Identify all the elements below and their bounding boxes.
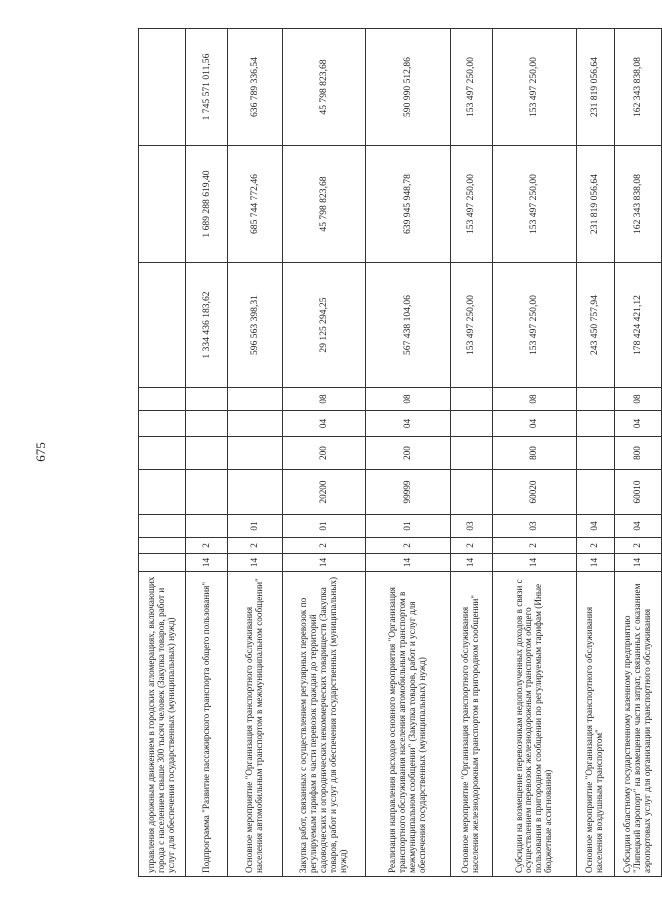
- code-event: 01: [282, 515, 365, 538]
- row-name: Реализация направления расходов основного мероприятия "Организация транспортного обслуживания населения автомобильным транспортом в межмуниципальном сообщении" (Закупка товаров, работ и услуг для обеспечения государственных (муниципальных) нужд): [365, 572, 450, 877]
- row-name: Субсидии на возмещение перевозчикам недополученных доходов в связи с осуществлением перевозок железнодорожным транспортом общего пользования в пригородном сообщении по регулируемым тарифам (Иные бюджетные ассигнования): [492, 572, 576, 877]
- amount-year-2: 1 689 288 619,40: [186, 146, 228, 263]
- table-row: [450, 29, 492, 877]
- code-subsection: 08: [282, 388, 365, 411]
- amount-year-3: 231 819 056,64: [576, 29, 614, 146]
- amount-year-3: 153 497 250,00: [450, 29, 492, 146]
- code-subsection: 08: [492, 388, 576, 411]
- amount-year-2: 162 343 838,08: [614, 146, 661, 263]
- code-subsection: [228, 388, 283, 411]
- table-row: [492, 29, 576, 877]
- table-row: [614, 29, 661, 877]
- row-name: Закупка работ, связанных с осуществлением регулярных перевозок по регулируемым тарифам в части перевозок граждан до территорий садоводческих и огороднических некоммерческих товариществ (Закупка товаров, работ и услуг для обеспечения государственных (муниципальных) нужд): [282, 572, 365, 877]
- code-event: [139, 515, 186, 538]
- row-name: Основное мероприятие "Организация транспортного обслуживания населения воздушным транспортом": [576, 572, 614, 877]
- amount-year-1: 243 450 757,94: [576, 263, 614, 388]
- table-row: [576, 29, 614, 877]
- row-name: Субсидии областному государственному казенному предприятию "Липецкий аэропорт" на возмещение части затрат, связанных с оказанием аэропортовых услуг для организации транспортного обслуживания: [614, 572, 661, 877]
- budget-table-rotated: [138, 29, 662, 877]
- amount-year-2: [139, 146, 186, 263]
- code-expense-type: [576, 437, 614, 470]
- row-name: Основное мероприятие "Организация транспортного обслуживания населения автомобильным транспортом в межмуниципальном сообщении": [228, 572, 283, 877]
- code-direction: 20200: [282, 470, 365, 515]
- code-expense-type: [450, 437, 492, 470]
- code-expense-type: 800: [492, 437, 576, 470]
- amount-year-1: 596 563 398,31: [228, 263, 283, 388]
- amount-year-2: 685 744 772,46: [228, 146, 283, 263]
- code-program: [139, 554, 186, 572]
- code-section: [450, 411, 492, 437]
- amount-year-3: 45 798 823,68: [282, 29, 365, 146]
- code-section: 04: [492, 411, 576, 437]
- code-direction: [450, 470, 492, 515]
- code-program: 14: [186, 554, 228, 572]
- amount-year-3: 162 343 838,08: [614, 29, 661, 146]
- code-subprogram: 2: [228, 538, 283, 554]
- amount-year-3: 1 745 571 011,56: [186, 29, 228, 146]
- code-direction: [228, 470, 283, 515]
- code-subsection: [186, 388, 228, 411]
- amount-year-1: 178 424 421,12: [614, 263, 661, 388]
- amount-year-1: 1 334 436 183,62: [186, 263, 228, 388]
- code-subprogram: 2: [614, 538, 661, 554]
- code-subsection: [576, 388, 614, 411]
- table-row: [365, 29, 450, 877]
- table-row: [228, 29, 283, 877]
- code-event: 01: [228, 515, 283, 538]
- amount-year-2: 639 945 948,78: [365, 146, 450, 263]
- amount-year-1: 153 497 250,00: [492, 263, 576, 388]
- code-subprogram: 2: [576, 538, 614, 554]
- code-program: 14: [228, 554, 283, 572]
- row-name: Основное мероприятие "Организация транспортного обслуживания населения железнодорожным транспортом в пригородном сообщении": [450, 572, 492, 877]
- amount-year-2: 153 497 250,00: [450, 146, 492, 263]
- table-row: [139, 29, 186, 877]
- code-expense-type: 800: [614, 437, 661, 470]
- code-direction: [186, 470, 228, 515]
- code-program: 14: [576, 554, 614, 572]
- amount-year-3: 153 497 250,00: [492, 29, 576, 146]
- code-direction: 99999: [365, 470, 450, 515]
- code-direction: 60020: [492, 470, 576, 515]
- row-name: управления дорожным движением в городских агломерациях, включающих города с населением свыше 300 тысяч человек (Закупка товаров, работ и услуг для обеспечения государственных (муниципальных) нужд): [139, 572, 186, 877]
- amount-year-3: 636 789 336,54: [228, 29, 283, 146]
- amount-year-3: [139, 29, 186, 146]
- code-event: 01: [365, 515, 450, 538]
- code-direction: [139, 470, 186, 515]
- code-section: [186, 411, 228, 437]
- code-event: 04: [614, 515, 661, 538]
- amount-year-1: 567 438 104,06: [365, 263, 450, 388]
- code-program: 14: [614, 554, 661, 572]
- budget-table: [138, 28, 662, 877]
- code-subprogram: 2: [365, 538, 450, 554]
- code-subsection: [450, 388, 492, 411]
- amount-year-3: 590 990 512,86: [365, 29, 450, 146]
- code-section: [228, 411, 283, 437]
- code-program: 14: [282, 554, 365, 572]
- amount-year-2: 153 497 250,00: [492, 146, 576, 263]
- table-row: [282, 29, 365, 877]
- row-name: Подпрограмма "Развитие пассажирского транспорта общего пользования": [186, 572, 228, 877]
- code-subprogram: 2: [282, 538, 365, 554]
- amount-year-2: 45 798 823,68: [282, 146, 365, 263]
- code-event: 03: [492, 515, 576, 538]
- code-program: 14: [365, 554, 450, 572]
- amount-year-1: 153 497 250,00: [450, 263, 492, 388]
- code-section: 04: [365, 411, 450, 437]
- code-subprogram: 2: [186, 538, 228, 554]
- code-event: 04: [576, 515, 614, 538]
- code-program: 14: [450, 554, 492, 572]
- page-number: 675: [33, 442, 48, 462]
- code-expense-type: [186, 437, 228, 470]
- code-subprogram: 2: [450, 538, 492, 554]
- code-section: [139, 411, 186, 437]
- code-event: [186, 515, 228, 538]
- code-subsection: 08: [614, 388, 661, 411]
- code-section: 04: [282, 411, 365, 437]
- code-direction: [576, 470, 614, 515]
- code-subsection: [139, 388, 186, 411]
- code-section: 04: [614, 411, 661, 437]
- amount-year-1: [139, 263, 186, 388]
- code-expense-type: [139, 437, 186, 470]
- amount-year-1: 29 125 294,25: [282, 263, 365, 388]
- code-section: [576, 411, 614, 437]
- table-row: [186, 29, 228, 877]
- code-program: 14: [492, 554, 576, 572]
- code-subsection: 08: [365, 388, 450, 411]
- code-event: 03: [450, 515, 492, 538]
- code-expense-type: 200: [365, 437, 450, 470]
- code-subprogram: 2: [492, 538, 576, 554]
- table-body: [139, 29, 662, 877]
- code-expense-type: [228, 437, 283, 470]
- code-expense-type: 200: [282, 437, 365, 470]
- amount-year-2: 231 819 056,64: [576, 146, 614, 263]
- code-direction: 60010: [614, 470, 661, 515]
- code-subprogram: [139, 538, 186, 554]
